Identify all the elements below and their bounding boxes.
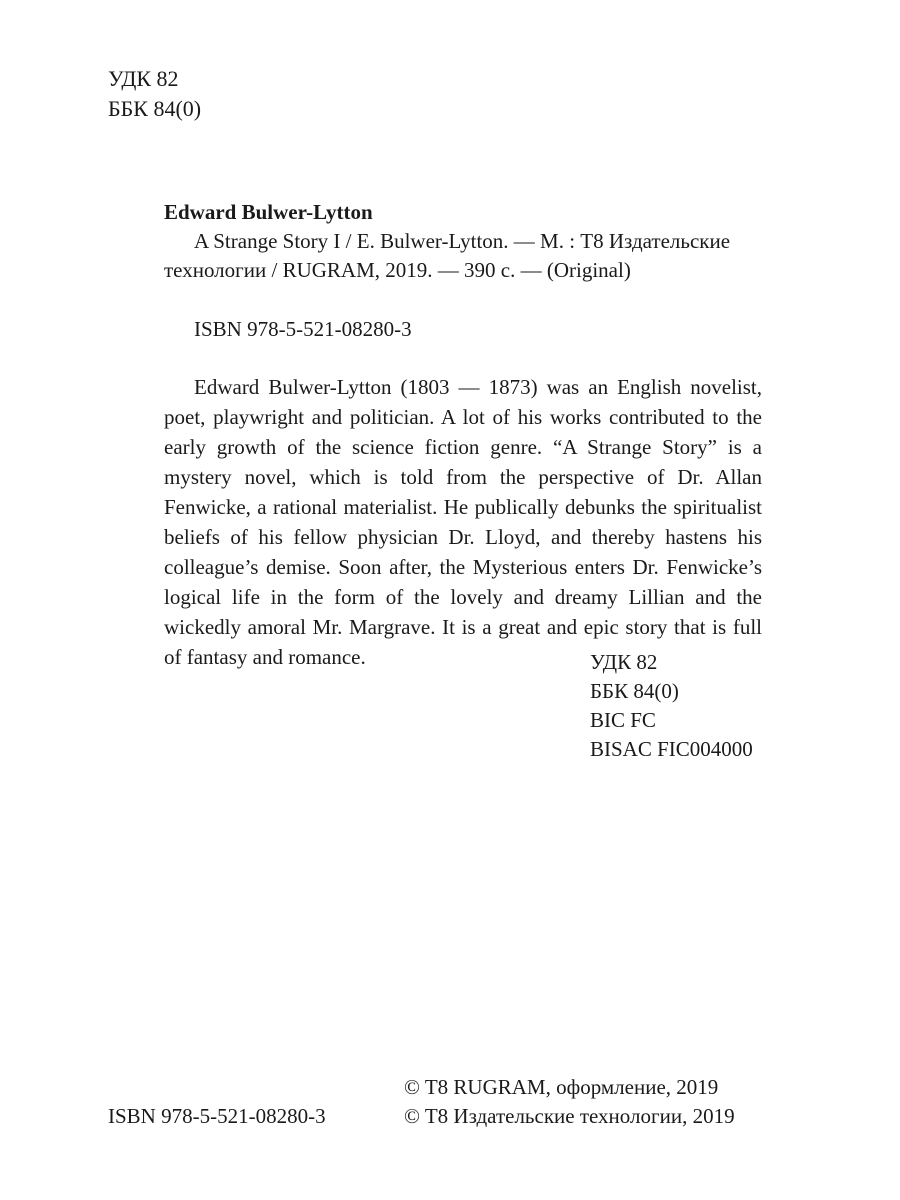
isbn-entry: ISBN 978-5-521-08280-3: [194, 317, 412, 341]
bic-code: BIC FC: [590, 708, 656, 732]
author-heading: Edward Bulwer-Lytton: [164, 200, 373, 224]
udk-code-right: УДК 82: [590, 650, 658, 674]
classification-codes-block: [590, 648, 753, 764]
top-classification-codes: [108, 64, 201, 124]
bisac-code: BISAC FIC004000: [590, 737, 753, 761]
copyright-block: [404, 1073, 735, 1131]
copyright-line-publisher: © T8 Издательские технологии, 2019: [404, 1104, 735, 1128]
copyright-line-design: © T8 RUGRAM, оформление, 2019: [404, 1075, 719, 1099]
bibliographic-description: A Strange Story I / E. Bulwer-Lytton. — М. : T8 Издательские технологии / RUGRAM, 2019. — 390 с. — (Original): [164, 229, 731, 282]
udk-code: УДК 82: [108, 66, 179, 91]
bottom-isbn: ISBN 978-5-521-08280-3: [108, 1104, 326, 1128]
catalog-record: [164, 197, 762, 672]
bbk-code: ББК 84(0): [108, 96, 202, 121]
book-annotation: Edward Bulwer-Lytton (1803 — 1873) was an English novelist, poet, playwright and politician. A lot of his works contributed to the early growth of the science fiction genre. “A Strange Story” is a mystery novel, which is told from the perspective of Dr. Allan Fenwicke, a rational materialist. He publically debunks the spiritualist beliefs of his fellow physician Dr. Lloyd, and thereby hastens his colleague’s demise. Soon after, the Mysterious enters Dr. Fenwicke’s logical life in the form of the lovely and dreamy Lillian and the wickedly amoral Mr. Margrave. It is a great and epic story that is full of fantasy and romance.: [164, 375, 762, 669]
bbk-code-right: ББК 84(0): [590, 679, 679, 703]
